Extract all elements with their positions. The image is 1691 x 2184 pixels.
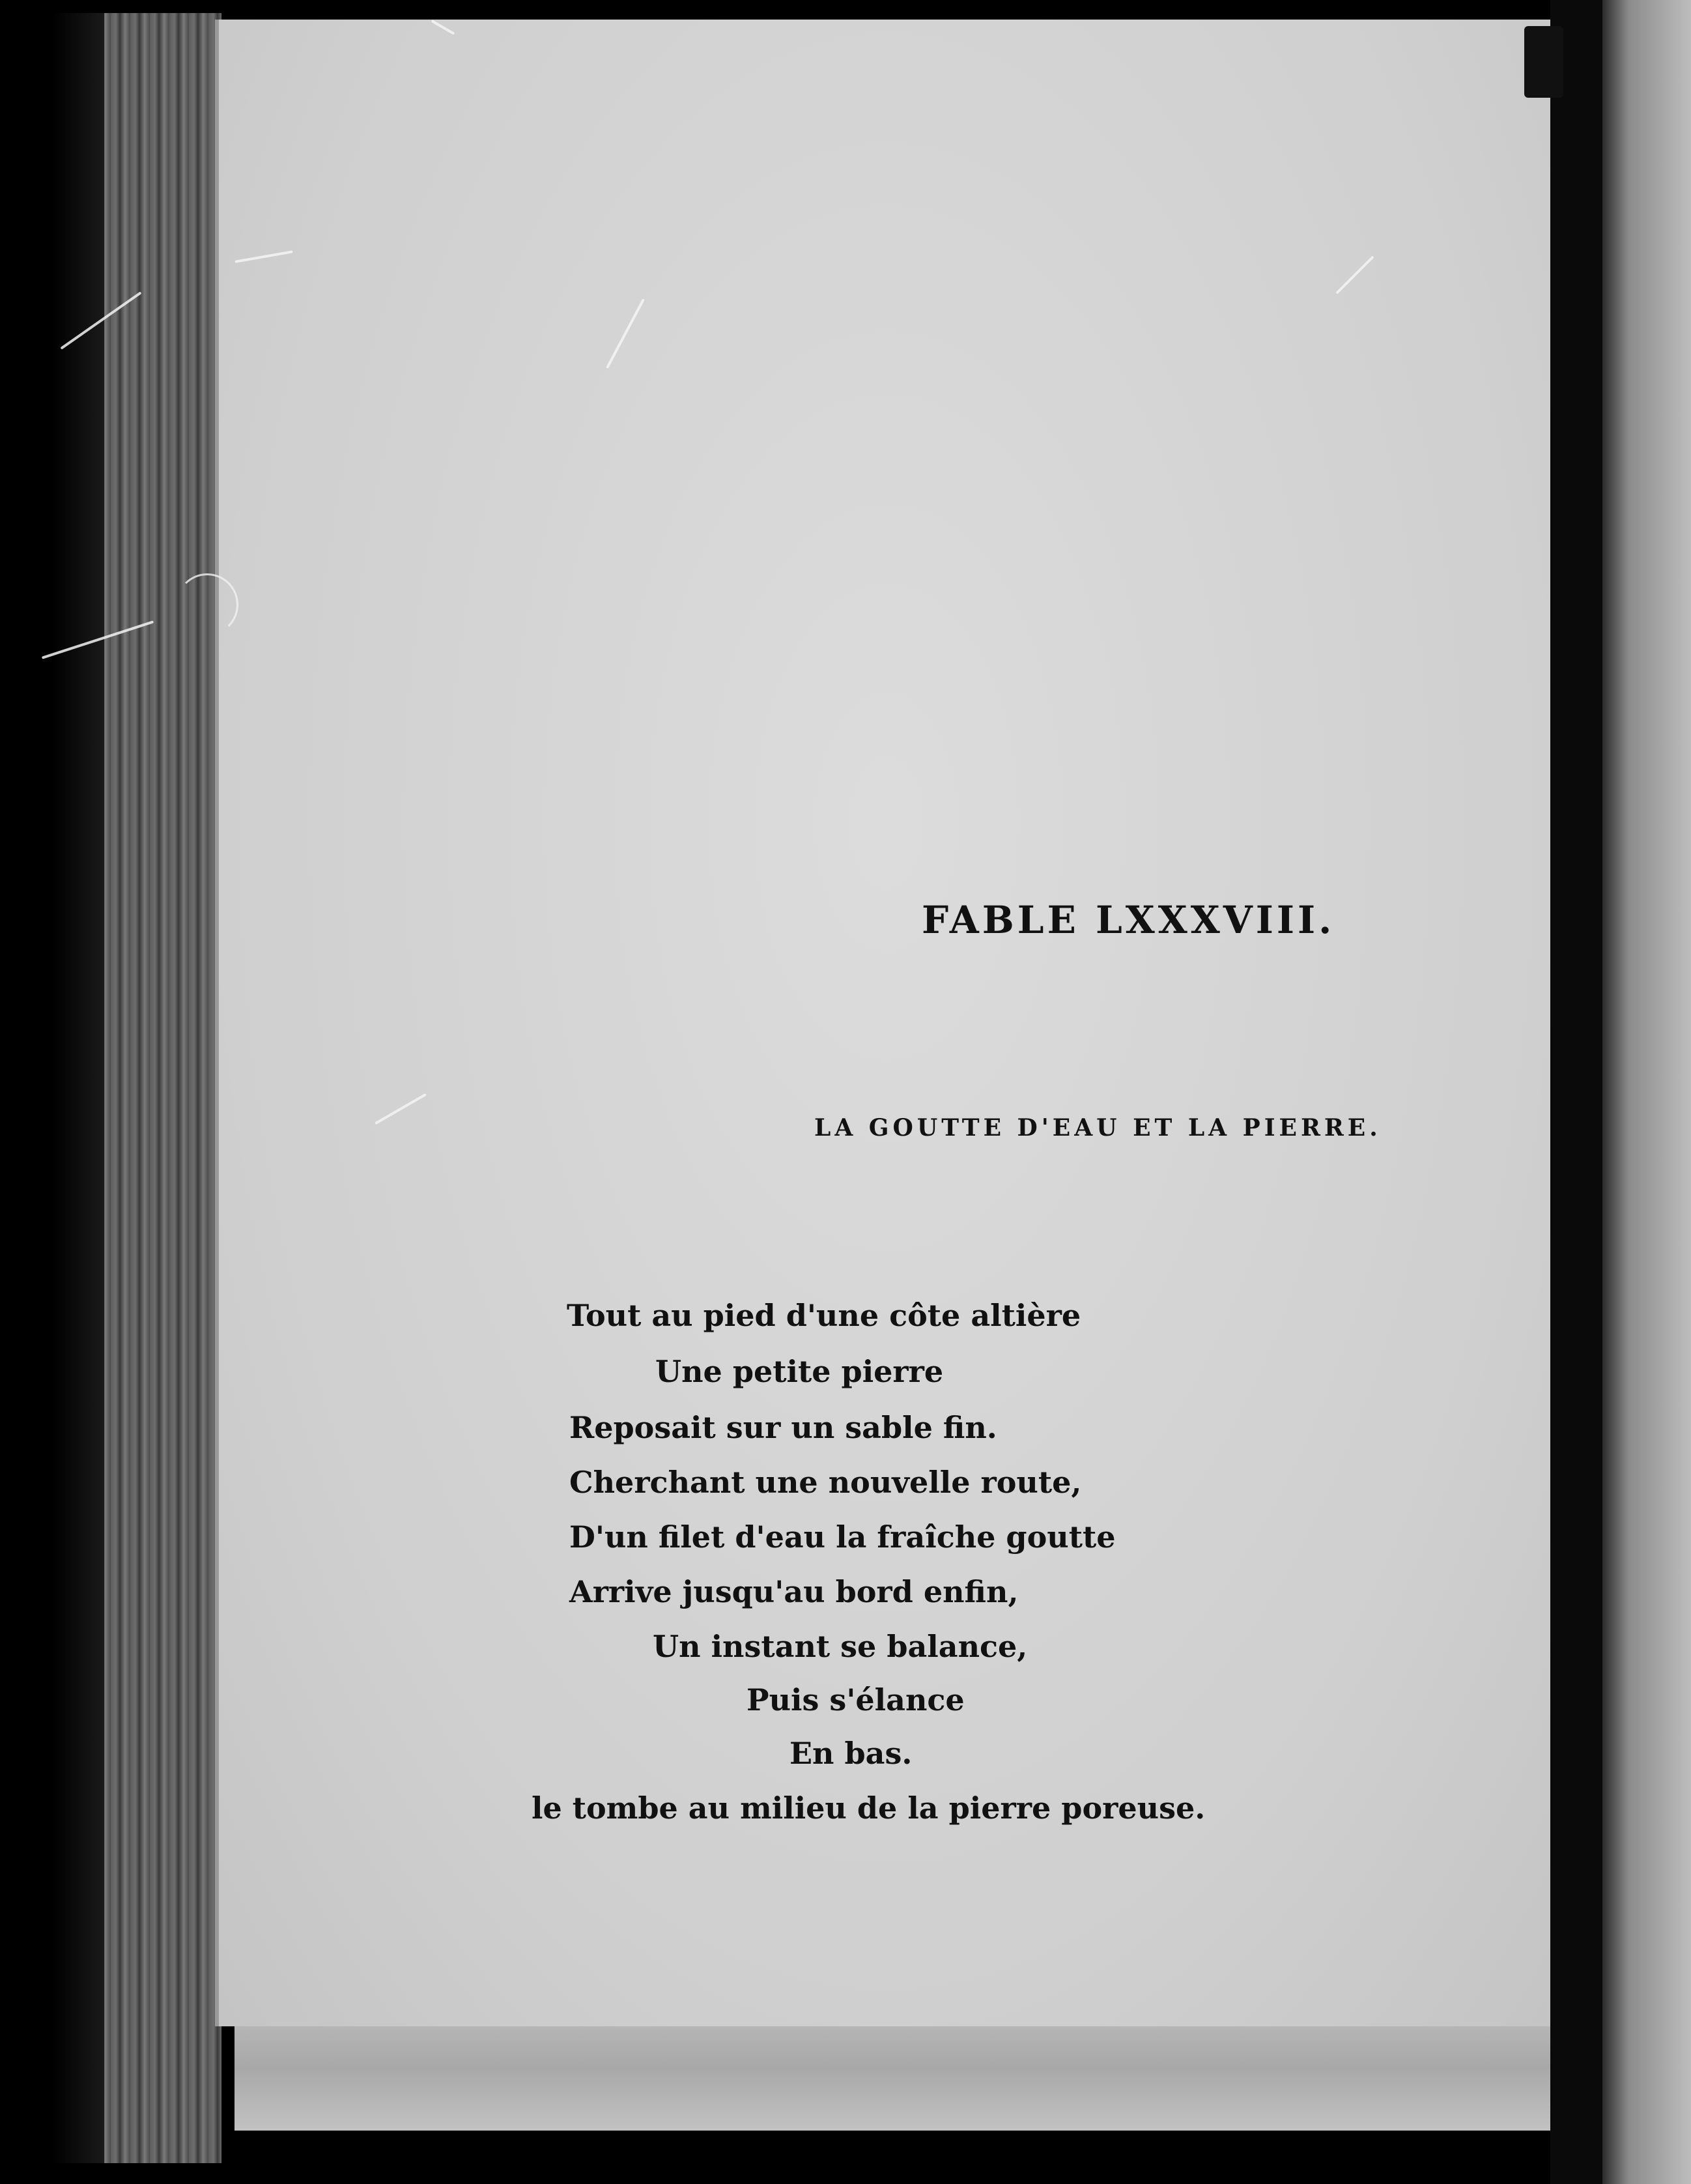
verse-line: le tombe au milieu de la pierre poreuse. xyxy=(532,1790,1206,1826)
page-bottom-edge xyxy=(234,2026,1557,2131)
verse-line: D'un filet d'eau la fraîche goutte xyxy=(569,1519,1116,1555)
verse-line: Une petite pierre xyxy=(655,1354,944,1389)
fable-title: FABLE LXXXVIII. xyxy=(922,898,1335,942)
page-text xyxy=(215,20,1550,2026)
verse-line: Puis s'élance xyxy=(746,1682,965,1717)
verse-line: Un instant se balance, xyxy=(653,1629,1028,1664)
fable-subtitle: LA GOUTTE D'EAU ET LA PIERRE. xyxy=(814,1114,1382,1142)
verse-line: En bas. xyxy=(789,1736,913,1771)
facing-page-edge xyxy=(1602,0,1691,2184)
verse-line: Tout au pied d'une côte altière xyxy=(567,1298,1081,1333)
verse-line: Arrive jusqu'au bord enfin, xyxy=(569,1574,1019,1609)
book-gutter xyxy=(1550,0,1602,2184)
verse-line: Reposait sur un sable fin. xyxy=(569,1410,997,1445)
verse-line: Cherchant une nouvelle route, xyxy=(569,1465,1082,1500)
